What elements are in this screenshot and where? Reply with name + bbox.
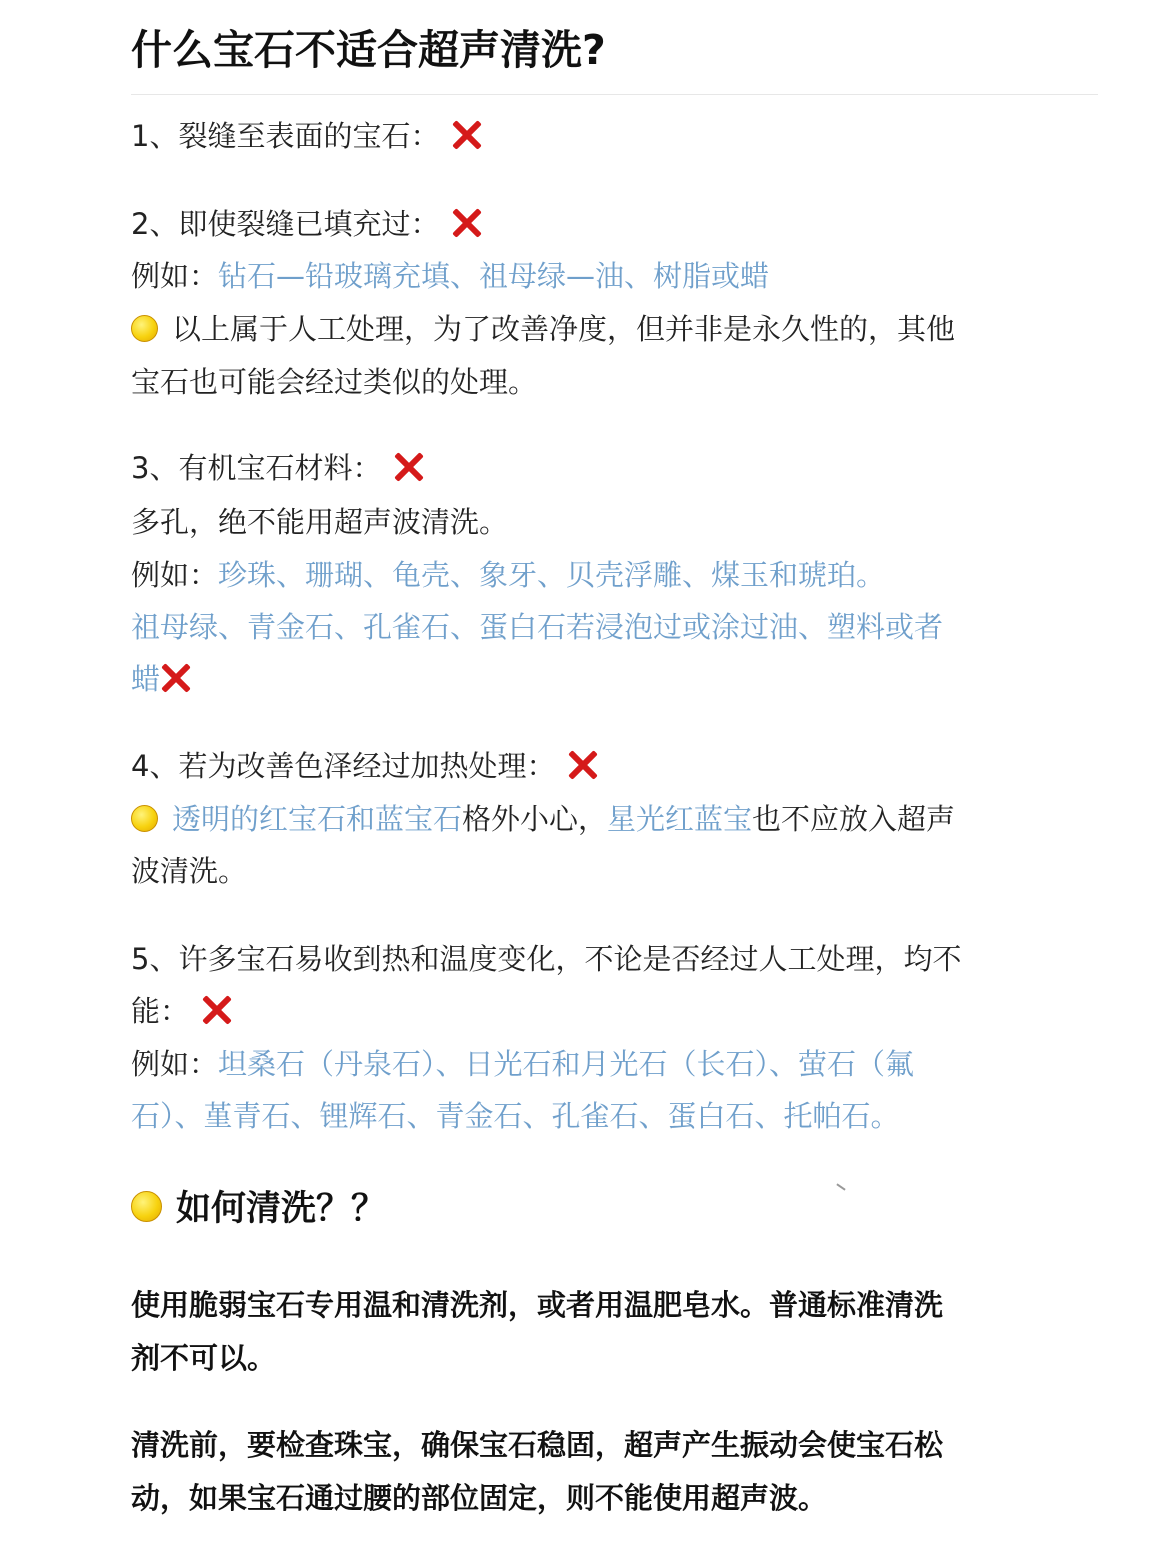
item-2-example: [131, 256, 1031, 296]
example-gems-line-2: 石）、堇青石、锂辉石、青金石、孔雀石、蛋白石、托帕石。: [131, 1099, 900, 1133]
cross-mark-icon: [451, 207, 481, 237]
example-prefix: 例如：: [131, 1047, 219, 1081]
note-line-2: 宝石也可能会经过类似的处理。: [131, 365, 538, 399]
item-3-more-cont: [131, 659, 1031, 699]
example-gems: 钻石—铅玻璃充填、祖母绿—油、树脂或蜡: [218, 259, 770, 293]
cross-mark-icon: [567, 749, 597, 779]
item-2-note: [131, 309, 1031, 349]
item-5-line-2: 能：: [131, 994, 190, 1028]
cross-mark-icon: [160, 662, 190, 692]
cross-mark-icon: [393, 451, 423, 481]
more-line-1: 祖母绿、青金石、孔雀石、蛋白石若浸泡过或涂过油、塑料或者: [131, 610, 944, 644]
howto-paragraph-2: [131, 1425, 1031, 1465]
p1-line-2: 剂不可以。: [131, 1341, 277, 1375]
cross-mark-icon: [451, 119, 481, 149]
item-5-example: [131, 1044, 1031, 1084]
note-tail: 也不应放入超声: [752, 802, 956, 836]
howto-paragraph-1-cont: [131, 1338, 1031, 1378]
item-3-more: [131, 607, 1031, 647]
yellow-circle-icon: [131, 1191, 162, 1222]
yellow-circle-icon: [131, 805, 158, 832]
note-line-1: 以上属于人工处理，为了改善净度，但并非是永久性的，其他: [172, 312, 956, 346]
item-3-example: [131, 555, 1031, 595]
item-2: [131, 204, 1031, 244]
highlight-star-sapphire: 星光红蓝宝: [607, 802, 753, 836]
example-gems-line-1: 坦桑石（丹泉石）、日光石和月光石（长石）、萤石（氟: [218, 1047, 915, 1081]
howto-heading: [131, 1184, 386, 1234]
example-prefix: 例如：: [131, 558, 219, 592]
cross-mark-icon: [201, 994, 231, 1024]
title-divider: [131, 94, 1098, 95]
example-prefix: 例如：: [131, 259, 219, 293]
item-4-note-cont: [131, 851, 1031, 891]
howto-paragraph-1: [131, 1285, 1031, 1325]
item-1: [131, 116, 1031, 156]
item-1-text: 1、裂缝至表面的宝石：: [131, 119, 440, 153]
p2-line-2: 动，如果宝石通过腰的部位固定，则不能使用超声波。: [131, 1481, 828, 1515]
item-5-line-1: 5、许多宝石易收到热和温度变化，不论是否经过人工处理，均不: [131, 942, 962, 976]
item-4: [131, 746, 1031, 786]
p2-line-1: 清洗前，要检查珠宝，确保宝石稳固，超声产生振动会使宝石松: [131, 1428, 944, 1462]
more-line-2: 蜡: [131, 662, 161, 696]
yellow-circle-icon: [131, 315, 158, 342]
item-5-example-cont: [131, 1096, 1031, 1136]
example-gems: 珍珠、珊瑚、龟壳、象牙、贝壳浮雕、煤玉和琥珀。: [218, 558, 886, 592]
item-5: [131, 939, 1031, 979]
note-mid: 格外小心，: [462, 802, 608, 836]
item-3-text: 3、有机宝石材料：: [131, 451, 382, 485]
howto-heading-text: 如何清洗？？: [176, 1189, 387, 1229]
item-2-text: 2、即使裂缝已填充过：: [131, 207, 440, 241]
item-3-description: 多孔，绝不能用超声波清洗。: [131, 505, 509, 539]
item-3: [131, 448, 1031, 488]
item-5-cont: [131, 991, 1031, 1031]
stray-mark: [836, 1183, 845, 1190]
highlight-transparent-ruby-sapphire: 透明的红宝石和蓝宝石: [172, 802, 463, 836]
item-3-desc: [131, 502, 1031, 542]
note-line-2: 波清洗。: [131, 854, 248, 888]
p1-line-1: 使用脆弱宝石专用温和清洗剂，或者用温肥皂水。普通标准清洗: [131, 1288, 944, 1322]
page-title: 什么宝石不适合超声清洗?: [131, 26, 606, 74]
item-4-note: [131, 799, 1031, 839]
howto-paragraph-2-cont: [131, 1478, 1031, 1518]
item-4-text: 4、若为改善色泽经过加热处理：: [131, 749, 556, 783]
item-2-note-cont: [131, 362, 1031, 402]
